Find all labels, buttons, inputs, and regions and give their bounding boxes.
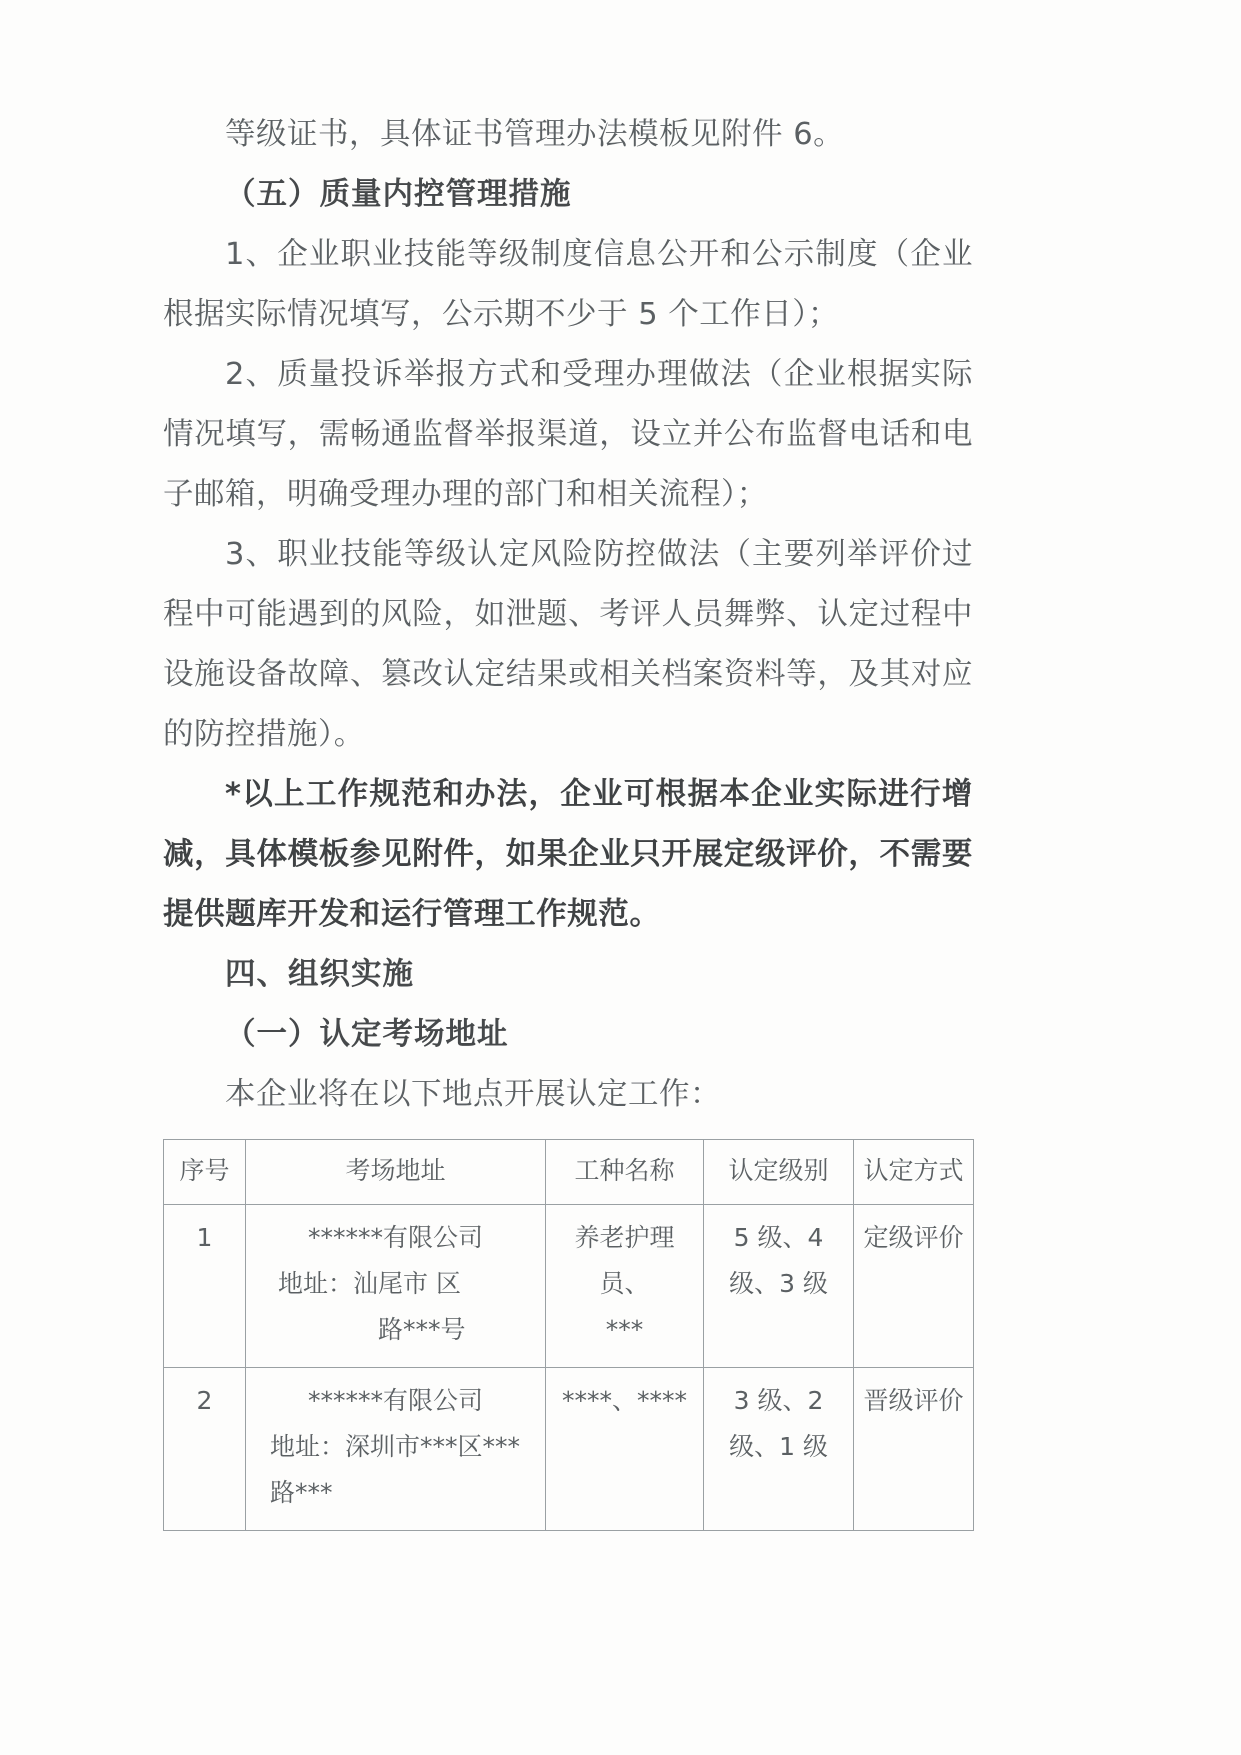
exam-site-table-wrapper [163, 1139, 973, 1531]
cell-row1-addr [246, 1205, 546, 1368]
cell-row1-addr-line2: 地址：汕尾市 区 [278, 1269, 461, 1298]
cell-row2-addr-line1: ******有限公司 [307, 1386, 483, 1415]
section-heading-five: （五）质量内控管理措施 [225, 177, 572, 212]
cell-row1-job [546, 1205, 704, 1368]
cell-row2-addr [246, 1368, 546, 1531]
cell-row2-mode: 晋级评价 [854, 1368, 974, 1531]
table-header-row [164, 1140, 974, 1205]
paragraph-table-intro: 本企业将在以下地点开展认定工作： [225, 1077, 721, 1112]
document-body [163, 105, 973, 1531]
column-header-lvl: 认定级别 [704, 1140, 854, 1205]
exam-site-table [163, 1139, 974, 1531]
section-heading-four: 四、组织实施 [225, 957, 414, 992]
cell-row2-level: 3 级、2 级、1 级 [704, 1368, 854, 1531]
cell-row1-mode: 定级评价 [854, 1205, 974, 1368]
section-heading-four-one: （一）认定考场地址 [225, 1017, 509, 1052]
table-row [164, 1368, 974, 1531]
column-header-addr: 考场地址 [246, 1140, 546, 1205]
column-header-mode: 认定方式 [854, 1140, 974, 1205]
paragraph-note-asterisk: *以上工作规范和办法，企业可根据本企业实际进行增减，具体模板参见附件，如果企业只开展定级评价，不需要提供题库开发和运行管理工作规范。 [163, 777, 973, 932]
column-header-job: 工种名称 [546, 1140, 704, 1205]
paragraph-item-3: 3、职业技能等级认定风险防控做法（主要列举评价过程中可能遇到的风险，如泄题、考评人员舞弊、认定过程中设施设备故障、篡改认定结果或相关档案资料等，及其对应的防控措施）。 [163, 537, 973, 752]
cell-row1-level: 5 级、4 级、3 级 [704, 1205, 854, 1368]
cell-row1-job-line1: 养老护理员、 [574, 1223, 675, 1298]
paragraph-item-2: 2、质量投诉举报方式和受理办理做法（企业根据实际情况填写，需畅通监督举报渠道，设立并公布监督电话和电子邮箱，明确受理办理的部门和相关流程）； [163, 357, 973, 512]
paragraph-certificate-line: 等级证书，具体证书管理办法模板见附件 6。 [225, 117, 845, 152]
cell-row1-addr-line3: 路***号 [378, 1315, 466, 1344]
cell-row2-no: 2 [164, 1368, 246, 1531]
table-row [164, 1205, 974, 1368]
cell-row2-addr-line2: 地址：深圳市***区***路*** [270, 1432, 521, 1507]
column-header-no: 序号 [164, 1140, 246, 1205]
paragraph-item-1: 1、企业职业技能等级制度信息公开和公示制度（企业根据实际情况填写，公示期不少于 5 个工作日）； [163, 237, 973, 332]
cell-row1-no: 1 [164, 1205, 246, 1368]
cell-row1-job-line2: *** [605, 1315, 644, 1344]
cell-row1-addr-line1: ******有限公司 [307, 1223, 483, 1252]
cell-row2-job: ****、**** [546, 1368, 704, 1531]
